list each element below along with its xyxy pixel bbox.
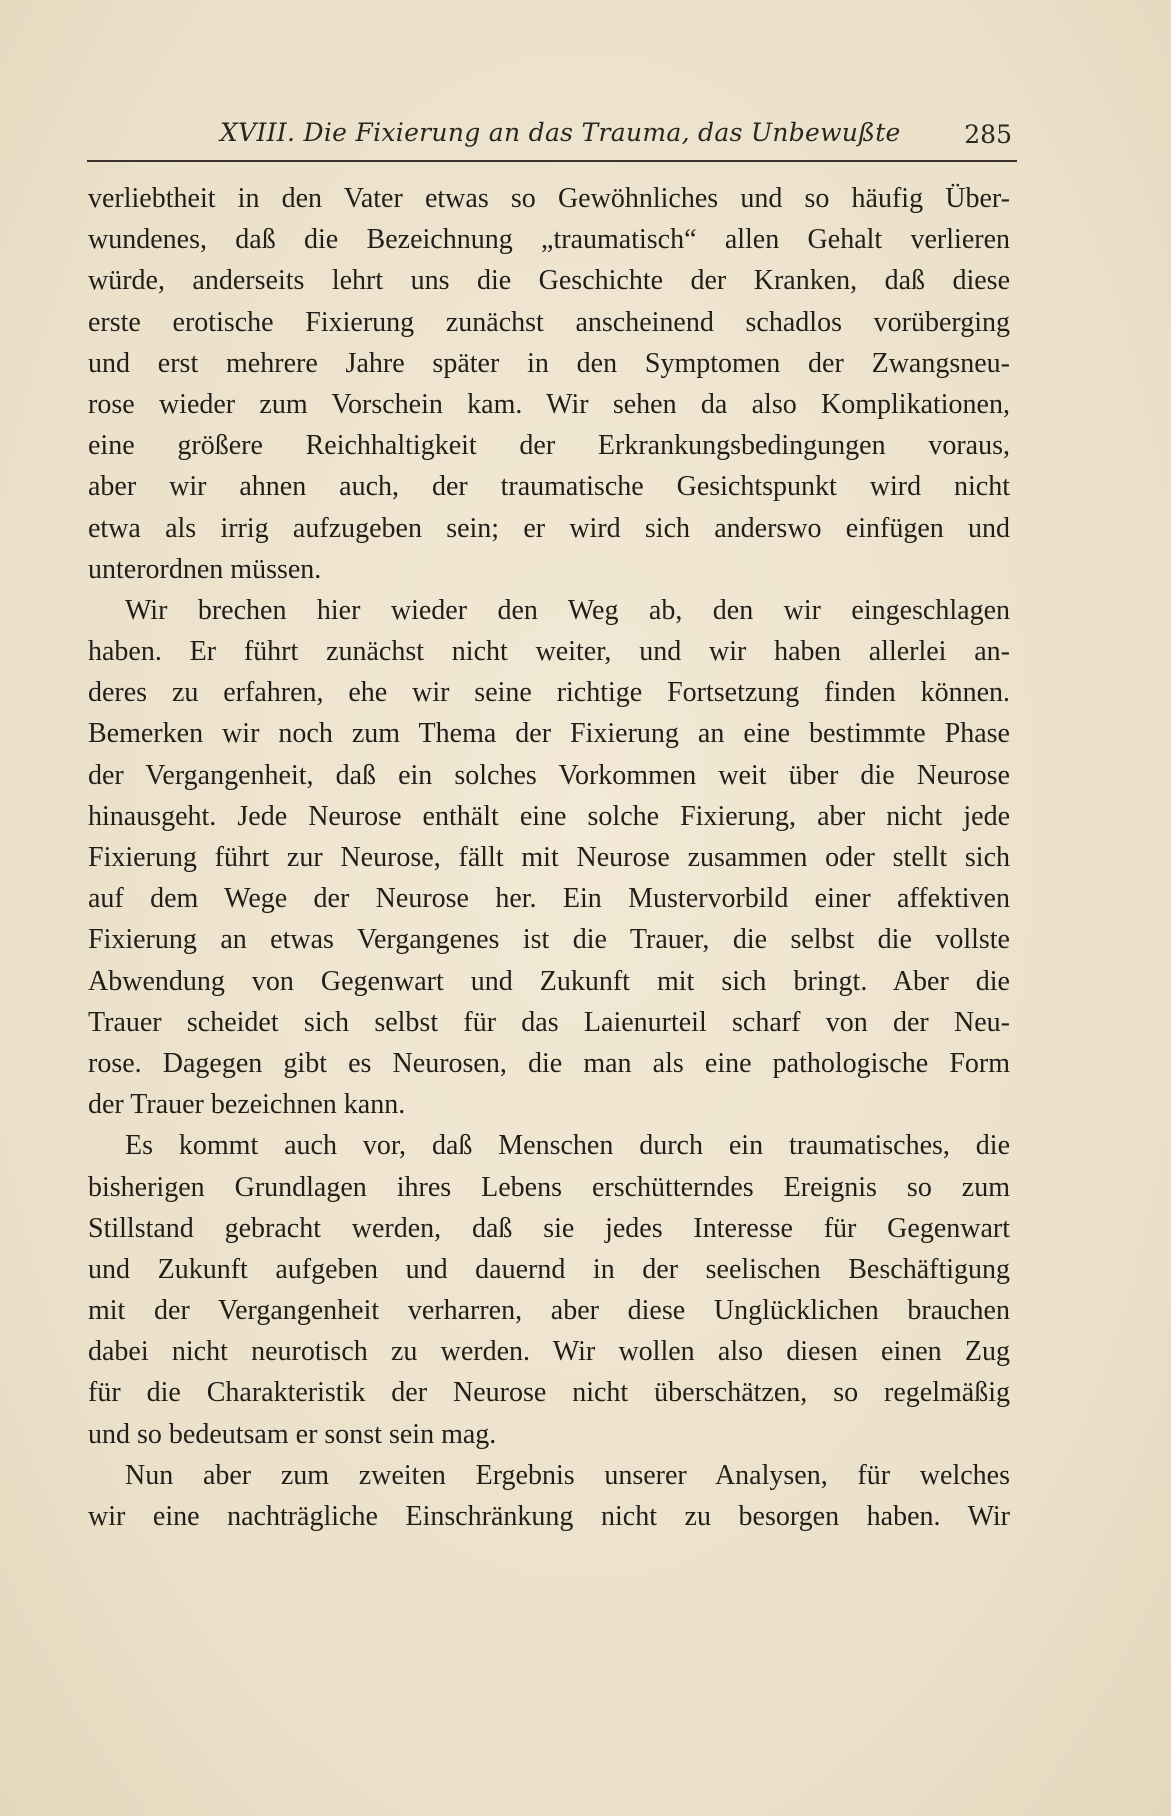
text-line: unterordnen müssen. xyxy=(88,553,322,585)
text-line: und erst mehrere Jahre später in den Symptomen der Zwangsneu- xyxy=(88,347,1010,379)
header-rule xyxy=(87,160,1017,162)
text-line: haben. Er führt zunächst nicht weiter, und wir haben allerlei an- xyxy=(88,636,1010,668)
text-line: Trauer scheidet sich selbst für das Laienurteil scharf von der Neu- xyxy=(88,1006,1010,1038)
text-line: der Trauer bezeichnen kann. xyxy=(88,1089,406,1121)
text-line: deres zu erfahren, ehe wir seine richtige Fortsetzung finden können. xyxy=(88,677,1010,709)
text-line: wir eine nachträgliche Einschränkung nicht zu besorgen haben. Wir xyxy=(88,1501,1010,1532)
text-line: bisherigen Grundlagen ihres Lebens erschütterndes Ereignis so zum xyxy=(88,1171,1010,1203)
text-line: und so bedeutsam er sonst sein mag. xyxy=(88,1418,497,1450)
text-line: Bemerken wir noch zum Thema der Fixierung an eine bestimmte Phase xyxy=(88,718,1010,750)
text-line: mit der Vergangenheit verharren, aber diese Unglücklichen brauchen xyxy=(88,1295,1010,1327)
text-line: verliebtheit in den Vater etwas so Gewöhnliches und so häufig Über- xyxy=(88,183,1010,214)
text-line: der Vergangenheit, daß ein solches Vorkommen weit über die Neurose xyxy=(88,759,1010,791)
paragraph xyxy=(88,590,1010,1125)
text-line: würde, anderseits lehrt uns die Geschichte der Kranken, daß diese xyxy=(88,265,1010,297)
text-line: erste erotische Fixierung zunächst anscheinend schadlos vorüberging xyxy=(88,306,1010,338)
text-line: Fixierung führt zur Neurose, fällt mit Neurose zusammen oder stellt sich xyxy=(88,842,1010,873)
text-line: dabei nicht neurotisch zu werden. Wir wollen also diesen einen Zug xyxy=(88,1336,1010,1368)
text-line: Fixierung an etwas Vergangenes ist die Trauer, die selbst die vollste xyxy=(88,924,1010,956)
text-line: rose wieder zum Vorschein kam. Wir sehen da also Komplikationen, xyxy=(88,388,1010,420)
text-line: Wir brechen hier wieder den Weg ab, den wir eingeschlagen xyxy=(125,594,1010,626)
page-number: 285 xyxy=(964,120,1012,149)
text-line: wundenes, daß die Bezeichnung „traumatisch“ allen Gehalt verlieren xyxy=(88,224,1010,256)
paragraph xyxy=(88,1125,1010,1455)
text-line: für die Charakteristik der Neurose nicht überschätzen, so regelmäßig xyxy=(88,1377,1010,1409)
running-title: XVIII. Die Fixierung an das Trauma, das Unbewußte xyxy=(220,118,901,147)
text-line: hinausgeht. Jede Neurose enthält eine solche Fixierung, aber nicht jede xyxy=(88,800,1010,832)
text-line: Nun aber zum zweiten Ergebnis unserer Analysen, für welches xyxy=(125,1459,1010,1491)
page-header xyxy=(220,118,1015,158)
paragraph xyxy=(88,178,1010,590)
text-line: Stillstand gebracht werden, daß sie jedes Interesse für Gegenwart xyxy=(88,1212,1010,1244)
text-line: etwa als irrig aufzugeben sein; er wird sich anderswo einfügen und xyxy=(88,512,1010,544)
text-line: auf dem Wege der Neurose her. Ein Mustervorbild einer affektiven xyxy=(88,883,1010,915)
text-line: eine größere Reichhaltigkeit der Erkrankungsbedingungen voraus, xyxy=(88,430,1010,462)
text-line: und Zukunft aufgeben und dauernd in der seelischen Beschäftigung xyxy=(88,1253,1010,1285)
text-line: aber wir ahnen auch, der traumatische Gesichtspunkt wird nicht xyxy=(88,471,1010,503)
text-line: Es kommt auch vor, daß Menschen durch ein traumatisches, die xyxy=(125,1130,1010,1162)
text-line: Abwendung von Gegenwart und Zukunft mit sich bringt. Aber die xyxy=(88,965,1010,997)
paragraph xyxy=(88,1455,1010,1537)
text-line: rose. Dagegen gibt es Neurosen, die man als eine pathologische Form xyxy=(88,1047,1010,1079)
body-text xyxy=(88,178,1010,1537)
